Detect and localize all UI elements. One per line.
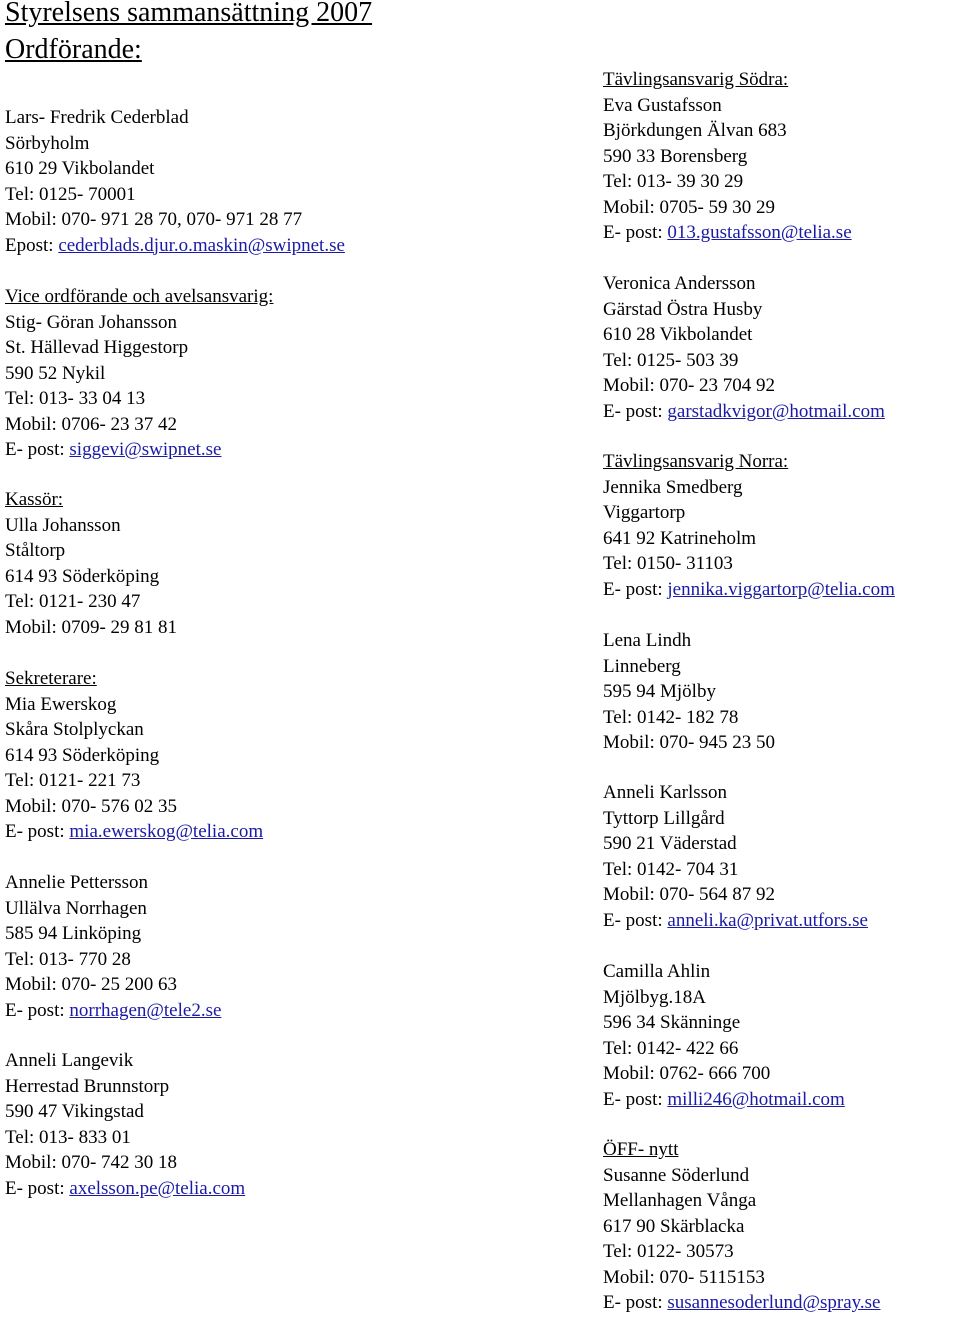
email-link[interactable]: jennika.viggartorp@telia.com bbox=[667, 578, 895, 600]
contact-line: 585 94 Linköping bbox=[5, 923, 142, 944]
contact-line: Jennika Smedberg bbox=[603, 476, 743, 498]
contact-line: Veronica Andersson bbox=[603, 273, 756, 294]
contact-line: Susanne Söderlund bbox=[603, 1164, 750, 1186]
contact-line: St. Hällevad Higgestorp bbox=[5, 337, 189, 358]
contact-line: Tel: 013- 33 04 13 bbox=[5, 388, 146, 409]
contact-line: Gärstad Östra Husby bbox=[603, 298, 763, 320]
email-link[interactable]: siggevi@swipnet.se bbox=[69, 439, 222, 460]
email-link[interactable]: anneli.ka@privat.utfors.se bbox=[667, 909, 868, 931]
email-row bbox=[603, 399, 885, 425]
contact-block bbox=[603, 628, 775, 756]
contact-line: Mobil: 070- 742 30 18 bbox=[5, 1152, 178, 1173]
email-link[interactable]: garstadkvigor@hotmail.com bbox=[667, 400, 885, 422]
contact-line: Tel: 0122- 30573 bbox=[603, 1241, 734, 1262]
email-label: E- post: bbox=[603, 909, 668, 931]
contact-line: Tel: 0125- 70001 bbox=[5, 183, 136, 205]
email-row bbox=[603, 908, 868, 934]
contact-line: Mobil: 070- 5115153 bbox=[603, 1266, 765, 1288]
contact-line: Mobil: 070- 971 28 70, 070- 971 28 77 bbox=[5, 209, 303, 230]
email-link[interactable]: 013.gustafsson@telia.se bbox=[667, 222, 852, 243]
contact-line: Anneli Karlsson bbox=[603, 782, 728, 803]
contact-line: Mobil: 070- 945 23 50 bbox=[603, 732, 776, 753]
page-title: Styrelsens sammansättning 2007 bbox=[5, 0, 373, 28]
email-label: E- post: bbox=[5, 439, 70, 460]
contact-line: Mobil: 070- 23 704 92 bbox=[603, 375, 776, 396]
contact-line: Tyttorp Lillgård bbox=[603, 807, 725, 829]
email-row bbox=[603, 220, 852, 246]
contact-line: Annelie Pettersson bbox=[5, 872, 149, 893]
contact-line: Anneli Langevik bbox=[5, 1050, 134, 1071]
contact-line: Tel: 013- 770 28 bbox=[5, 948, 131, 970]
contact-line: Tel: 013- 39 30 29 bbox=[603, 171, 744, 192]
contact-line: Mobil: 070- 576 02 35 bbox=[5, 795, 178, 817]
contact-block bbox=[603, 67, 852, 246]
email-label: E- post: bbox=[603, 1088, 668, 1110]
contact-block bbox=[5, 1048, 245, 1201]
role-heading: Sekreterare: bbox=[5, 668, 97, 689]
contact-line: 595 94 Mjölby bbox=[603, 681, 716, 702]
contact-line: 610 29 Vikbolandet bbox=[5, 158, 155, 179]
email-label: E- post: bbox=[5, 821, 70, 842]
contact-line: Tel: 013- 833 01 bbox=[5, 1126, 131, 1148]
email-label: E- post: bbox=[603, 578, 668, 600]
contact-block bbox=[5, 666, 263, 845]
email-label: E- post: bbox=[603, 222, 668, 243]
contact-block bbox=[5, 870, 221, 1023]
role-heading: Kassör: bbox=[5, 489, 64, 510]
contact-line: Tel: 0142- 704 31 bbox=[603, 858, 739, 880]
contact-line: 614 93 Söderköping bbox=[5, 744, 160, 766]
contact-line: Ullälva Norrhagen bbox=[5, 897, 147, 919]
email-row bbox=[603, 577, 895, 603]
contact-line: Herrestad Brunnstorp bbox=[5, 1075, 170, 1097]
email-label: E- post: bbox=[603, 1292, 668, 1313]
contact-block bbox=[603, 780, 868, 933]
contact-line: Mobil: 070- 564 87 92 bbox=[603, 884, 776, 905]
contact-line: Mobil: 0705- 59 30 29 bbox=[603, 196, 776, 218]
email-label: E- post: bbox=[603, 400, 668, 422]
contact-line: Björkdungen Älvan 683 bbox=[603, 120, 787, 141]
contact-line: Mobil: 0706- 23 37 42 bbox=[5, 413, 178, 435]
contact-block bbox=[603, 959, 845, 1112]
email-link[interactable]: cederblads.djur.o.maskin@swipnet.se bbox=[58, 234, 345, 256]
contact-line: Ståltorp bbox=[5, 540, 66, 561]
contact-line: Tel: 0142- 182 78 bbox=[603, 706, 739, 728]
contact-line: Tel: 0125- 503 39 bbox=[603, 349, 739, 371]
contact-block bbox=[603, 449, 895, 602]
contact-line: Linneberg bbox=[603, 655, 681, 677]
role-heading: Tävlingsansvarig Södra: bbox=[603, 69, 789, 90]
email-link[interactable]: axelsson.pe@telia.com bbox=[69, 1177, 246, 1199]
contact-block bbox=[5, 284, 273, 463]
email-label: E- post: bbox=[5, 1177, 70, 1199]
email-row bbox=[5, 998, 221, 1024]
email-label: Epost: bbox=[5, 234, 59, 256]
contact-line: Sörbyholm bbox=[5, 132, 90, 154]
contact-line: 590 47 Vikingstad bbox=[5, 1101, 144, 1122]
role-heading: Tävlingsansvarig Norra: bbox=[603, 451, 789, 472]
contact-line: Mobil: 0709- 29 81 81 bbox=[5, 616, 178, 638]
contact-line: Mobil: 070- 25 200 63 bbox=[5, 974, 178, 995]
email-row bbox=[5, 233, 345, 259]
email-link[interactable]: susannesoderlund@spray.se bbox=[667, 1292, 881, 1313]
email-row bbox=[603, 1290, 880, 1316]
email-row bbox=[5, 819, 263, 845]
contact-block bbox=[603, 271, 885, 424]
contact-line: Mobil: 0762- 666 700 bbox=[603, 1063, 771, 1084]
email-link[interactable]: mia.ewerskog@telia.com bbox=[69, 821, 264, 842]
contact-line: Tel: 0142- 422 66 bbox=[603, 1037, 739, 1059]
contact-line: 617 90 Skärblacka bbox=[603, 1215, 745, 1237]
contact-line: Skåra Stolplyckan bbox=[5, 719, 144, 740]
contact-block bbox=[5, 487, 177, 640]
contact-line: 614 93 Söderköping bbox=[5, 565, 160, 587]
contact-line: Tel: 0121- 230 47 bbox=[5, 591, 141, 612]
contact-line: Lena Lindh bbox=[603, 630, 692, 651]
contact-line: Viggartorp bbox=[603, 502, 686, 523]
contact-line: Eva Gustafsson bbox=[603, 94, 722, 116]
contact-line: 641 92 Katrineholm bbox=[603, 527, 757, 549]
email-row bbox=[603, 1087, 845, 1113]
contact-block bbox=[5, 105, 345, 258]
contact-line: 590 33 Borensberg bbox=[603, 145, 748, 167]
contact-line: 590 21 Väderstad bbox=[603, 833, 737, 854]
contact-line: 610 28 Vikbolandet bbox=[603, 324, 753, 345]
email-link[interactable]: milli246@hotmail.com bbox=[667, 1088, 845, 1110]
contact-line: 596 34 Skänninge bbox=[603, 1012, 741, 1033]
contact-line: Stig- Göran Johansson bbox=[5, 311, 178, 333]
role-heading: Vice ordförande och avelsansvarig: bbox=[5, 286, 274, 307]
contact-block bbox=[603, 1137, 880, 1316]
chair-heading: Ordförande: bbox=[5, 34, 142, 65]
contact-line: 590 52 Nykil bbox=[5, 362, 106, 384]
contact-line: Mellanhagen Vånga bbox=[603, 1190, 757, 1211]
contact-line: Tel: 0121- 221 73 bbox=[5, 770, 141, 791]
contact-line: Ulla Johansson bbox=[5, 514, 121, 536]
email-label: E- post: bbox=[5, 999, 70, 1021]
role-heading: ÖFF- nytt bbox=[603, 1139, 679, 1160]
email-row bbox=[5, 1176, 245, 1202]
contact-line: Tel: 0150- 31103 bbox=[603, 553, 733, 574]
email-row bbox=[5, 437, 273, 463]
email-link[interactable]: norrhagen@tele2.se bbox=[69, 999, 222, 1021]
contact-line: Mia Ewerskog bbox=[5, 693, 117, 715]
contact-line: Mjölbyg.18A bbox=[603, 986, 706, 1008]
contact-line: Camilla Ahlin bbox=[603, 961, 711, 982]
contact-line: Lars- Fredrik Cederblad bbox=[5, 107, 189, 128]
